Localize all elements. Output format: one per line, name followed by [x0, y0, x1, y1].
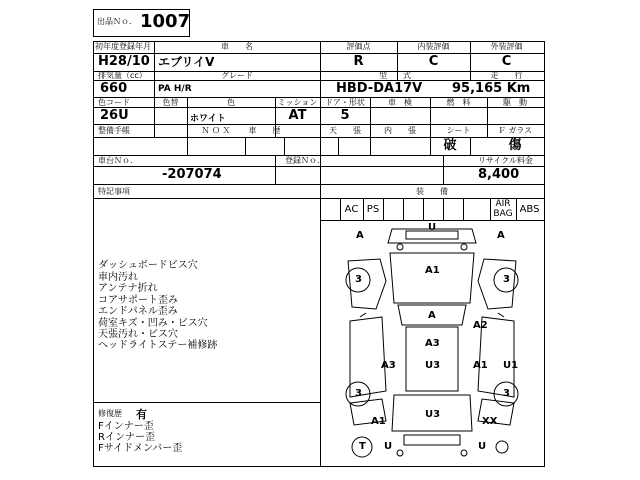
mark-right-front-panel: A2: [473, 320, 488, 331]
mark-front-right: A: [497, 230, 505, 241]
mark-front-left: A: [356, 230, 364, 241]
equip-ac: AC: [344, 204, 359, 215]
lot-number: 1007: [140, 11, 191, 32]
mark-roof: A: [428, 310, 436, 321]
mark-tire-rl: 3: [355, 388, 362, 399]
hdr-model: 型 式: [379, 71, 411, 80]
equip-airbag-bottom: BAG: [493, 209, 513, 219]
hdr-maintenance: 整備手帳: [98, 126, 130, 135]
mark-tire-fl: 3: [355, 274, 362, 285]
lot-label: 出品Ｎｏ．: [97, 17, 137, 26]
mark-rear-bottom-u2: U: [478, 441, 487, 452]
mark-rear-right: XX: [482, 416, 498, 427]
seat-value: 破: [443, 138, 457, 153]
remark-item: コアサポート歪み: [98, 295, 178, 306]
remark-item: 車内汚れ: [98, 272, 138, 283]
grade-value: PA H/R: [158, 84, 192, 94]
score-value: R: [353, 54, 364, 69]
hdr-doors: ドア・形状: [325, 98, 365, 107]
hdr-history: 車 歴: [248, 126, 281, 135]
color-value: ホワイト: [190, 114, 226, 124]
remark-item: エンドパネル歪み: [98, 306, 178, 317]
hdr-sunroof: 天 張: [329, 126, 361, 135]
repair-item: Fサイドメンバー歪: [98, 443, 183, 454]
first-reg-value: H28/10: [98, 54, 150, 69]
hdr-drive: 駆 動: [503, 98, 527, 107]
equip-airbag-top: AIR: [495, 199, 511, 209]
hdr-color-code: 色コード: [98, 98, 130, 107]
hdr-chassis: 車台Ｎｏ．: [98, 156, 138, 165]
hdr-glass: Ｆ ガラス: [497, 126, 533, 135]
hdr-equipment: 装 備: [416, 187, 448, 196]
chassis-value: -207074: [162, 167, 222, 182]
repair-value: 有: [136, 408, 147, 421]
hdr-first-reg: 初年度登録年月: [95, 42, 151, 51]
transmission-value: AT: [288, 108, 307, 123]
mark-tire-rr: 3: [503, 388, 510, 399]
mileage-value: 95,165 Km: [452, 81, 531, 96]
remark-item: 天張汚れ・ビス穴: [98, 329, 178, 340]
exterior-value: C: [501, 54, 512, 69]
mark-roof-mid: A3: [425, 338, 440, 349]
hdr-capacity: 車 検: [388, 98, 412, 107]
mark-tail: U3: [425, 409, 441, 420]
displacement-value: 660: [100, 81, 128, 96]
hdr-mileage: 走 行: [490, 71, 523, 80]
hdr-car-name: 車 名: [221, 42, 253, 51]
hdr-repair: 修復歴: [98, 409, 122, 418]
hdr-grade: グレード: [221, 71, 253, 80]
car-name-value: エブリイV: [158, 55, 215, 69]
remark-item: アンテナ折れ: [98, 283, 158, 294]
mark-right-door-2: U1: [503, 360, 519, 371]
equip-ps: PS: [366, 204, 380, 215]
hdr-transmission: ミッション: [277, 98, 318, 107]
recycle-value: 8,400: [478, 167, 520, 182]
hdr-body-color-no: 色替: [162, 98, 179, 107]
mark-right-door: A1: [473, 360, 488, 371]
hdr-seat: シート: [446, 126, 471, 135]
hdr-color: 色: [227, 98, 235, 107]
mark-hood: A1: [425, 265, 440, 276]
doors-value: 5: [340, 108, 350, 123]
mark-tire-fr: 3: [503, 274, 510, 285]
remark-item: 荷室キズ・凹み・ビス穴: [98, 318, 208, 329]
hdr-interior: 内装評価: [417, 42, 450, 51]
hdr-notes: 特記事項: [98, 187, 130, 196]
mark-cargo-center: U3: [425, 360, 441, 371]
hdr-nox: Ｎ Ｏ Ｘ: [201, 126, 231, 135]
mark-left-door: A3: [381, 360, 396, 371]
hdr-reg-no: 登録Ｎｏ．: [285, 156, 325, 165]
hdr-exterior: 外装評価: [490, 42, 523, 51]
equip-abs: ABS: [519, 204, 540, 215]
mark-rear-bottom-u: U: [384, 441, 393, 452]
remark-item: ダッシュボードビス穴: [98, 260, 198, 271]
glass-value: 傷: [508, 138, 522, 153]
interior-value: C: [428, 54, 439, 69]
hdr-displacement: 排気量（cc）: [98, 71, 147, 80]
color-code-value: 26U: [100, 108, 129, 123]
repair-item: Rインナー歪: [98, 432, 155, 443]
mark-spare-t: T: [359, 441, 366, 452]
repair-item: Fインナー歪: [98, 421, 154, 432]
hdr-interior-w: 内 張: [384, 126, 416, 135]
mark-front-center: U: [428, 222, 437, 233]
remark-item: ヘッドライトステー補修跡: [98, 340, 218, 351]
hdr-fuel: 燃 料: [446, 98, 471, 107]
model-value: HBD-DA17V: [336, 81, 423, 96]
mark-rear-left: A1: [371, 416, 386, 427]
hdr-score: 評価点: [346, 42, 371, 51]
hdr-recycle: リサイクル料金: [478, 156, 533, 165]
